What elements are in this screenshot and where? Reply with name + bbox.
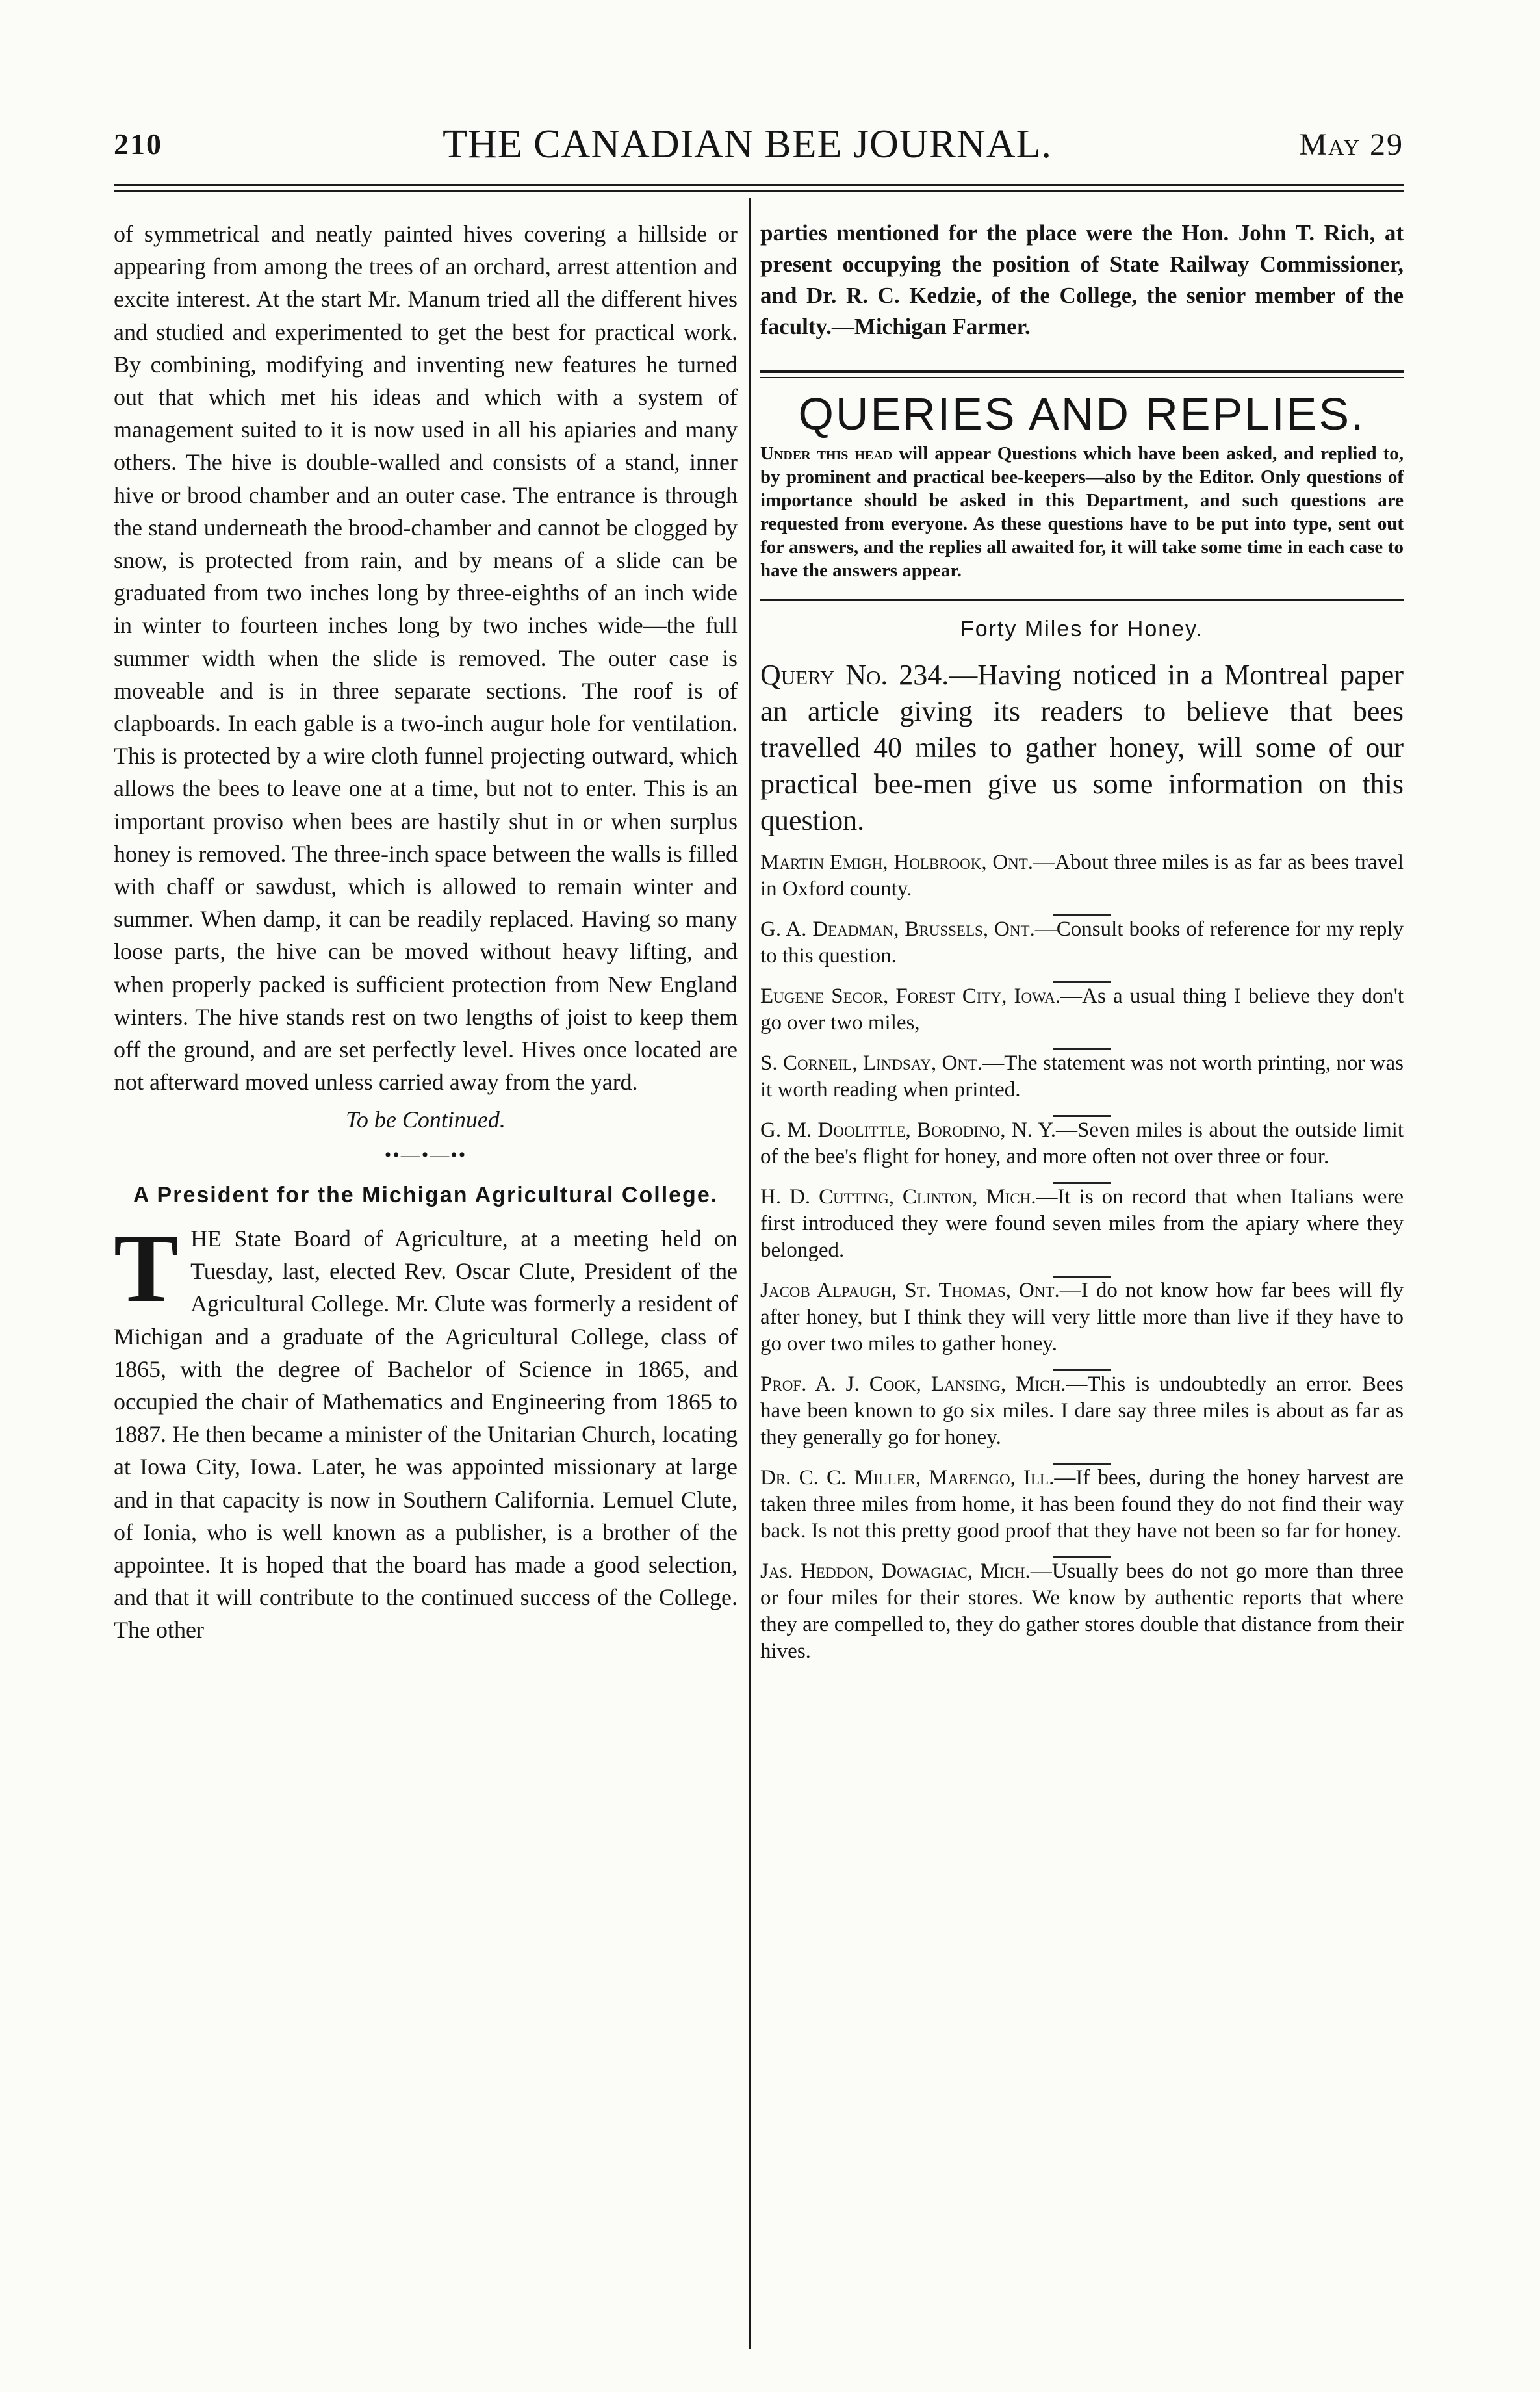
intro-text: will appear Questions which have been asked, and replied to, by prominent and practical bee-keepers—also by the Editor. Only questions of importance should be asked in this Department, and such questions are requested from everyone. As these questions have to be put into type, sent out for answers, and the replies all awaited for, it will take some time in each case to have the answers appear. xyxy=(760,443,1404,582)
right-column xyxy=(760,218,1404,1665)
answer-text: —Seven miles is about the outside limit of the bee's flight for honey, and more often not over three or four. xyxy=(760,1118,1404,1169)
answer-author: Dr. C. C. Miller, Marengo, Ill. xyxy=(760,1466,1055,1490)
query-heading: Forty Miles for Honey. xyxy=(960,617,1203,642)
query-text: —Having noticed in a Montreal paper an article giving its readers to believe that bees travelled 40 miles to gather honey, will some of our practical bee-men give us some information on this question. xyxy=(760,659,1404,837)
answer-author: H. D. Cutting, Clinton, Mich. xyxy=(760,1185,1036,1209)
answer-item xyxy=(760,983,1404,1036)
header-rule xyxy=(114,184,1404,186)
drop-cap: T xyxy=(114,1214,179,1322)
answer-text: —About three miles is as far as bees travel in Oxford county. xyxy=(760,851,1404,901)
answer-text: —As a usual thing I believe they don't go over two miles, xyxy=(760,984,1404,1035)
answer-item xyxy=(760,1117,1404,1170)
answer-text: —I do not know how far bees will fly after honey, but I think they will very little more than live if they have to go over two miles to gather honey. xyxy=(760,1279,1404,1356)
answer-text: —If bees, during the honey harvest are taken three miles from home, it has been found they do not find their way back. Is not this pretty good proof that they have not been so far for honey. xyxy=(760,1466,1404,1543)
answer-item xyxy=(760,1278,1404,1357)
section-rule-mid xyxy=(760,599,1404,601)
query-234 xyxy=(760,657,1404,839)
page-header xyxy=(114,122,1404,179)
answers-list xyxy=(760,849,1404,1665)
answer-author: G. A. Deadman, Brussels, Ont. xyxy=(760,918,1035,942)
answer-author: Jacob Alpaugh, St. Thomas, Ont. xyxy=(760,1279,1060,1303)
hive-article-text: of symmetrical and neatly painted hives covering a hillside or appearing from among the trees of an orchard, arrest attention and excite interest. At the start Mr. Manum tried all the different hives and studied and experimented to get the best for practical work. By combining, modifying and inventing new features he turned out that which met his ideas and which with a system of management suited to it is now used in all his apiaries and many others. The hive is double-walled and consists of a stand, inner hive or brood chamber and an outer case. The entrance is through the stand underneath the brood-chamber and cannot be clogged by snow, is protected from rain, and by means of a slide can be graduated from two inches long by three-eighths of an inch wide in winter to fourteen inches long by two inches wide—the full summer width when the slide is removed. The outer case is moveable and is in three separate sections. The roof is of clapboards. In each gable is a two-inch augur hole for ventilation. This is protected by a wire cloth funnel projecting outward, which allows the bees to leave one at a time, but not to enter. This is an important proviso when bees are hastily shut in or when surplus honey is removed. The three-inch space between the walls is filled with chaff or sawdust, which is allowed to remain winter and summer. When damp, it can be readily replaced. Having so many loose parts, the hive can be moved without heavy lifting, and when properly packed is sufficient protection from New England winters. The hive stands rest on two lengths of joist to keep them off the ground, and are set perfectly level. Hives once located are not afterward moved unless carried away from the yard. xyxy=(114,221,738,1096)
queries-and-replies-title: QUERIES AND REPLIES. xyxy=(798,389,1366,439)
answer-author: Prof. A. J. Cook, Lansing, Mich. xyxy=(760,1372,1066,1396)
answer-author: S. Corneil, Lindsay, Ont. xyxy=(760,1051,983,1075)
journal-title: THE CANADIAN BEE JOURNAL. xyxy=(443,122,1052,166)
answer-item xyxy=(760,916,1404,970)
answer-item xyxy=(760,1184,1404,1264)
answer-text: —It is on record that when Italians were first introduced they were found seven miles from the apiary where they belonged. xyxy=(760,1185,1404,1263)
answer-author: Eugene Secor, Forest City, Iowa. xyxy=(760,984,1061,1009)
answer-item xyxy=(760,1050,1404,1103)
answer-text: —Usually bees do not go more than three or four miles for their stores. We know by authentic reports that where they are compelled to, they do gather stores double that distance from their hives. xyxy=(760,1560,1404,1664)
president-article xyxy=(114,1214,738,1647)
answer-author: Martin Emigh, Holbrook, Ont. xyxy=(760,851,1034,875)
answer-author: G. M. Doolittle, Borodino, N. Y. xyxy=(760,1118,1056,1142)
query-lead: Query No. 234. xyxy=(760,659,949,691)
answer-item xyxy=(760,1558,1404,1665)
answer-item xyxy=(760,1371,1404,1451)
section-rule-top-thin xyxy=(760,377,1404,378)
president-heading: A President for the Michigan Agricultural College. xyxy=(133,1182,719,1207)
answer-item xyxy=(760,849,1404,903)
continued-note: To be Continued. xyxy=(346,1107,506,1133)
page-number: 210 xyxy=(114,127,162,161)
answer-text: —The statement was not worth printing, nor was it worth reading when printed. xyxy=(760,1051,1404,1102)
left-column xyxy=(114,218,738,1647)
president-article-text: HE State Board of Agriculture, at a meeting held on Tuesday, last, elected Rev. Oscar Clute, President of the Agricultural College. Mr. Clute was formerly a resident of Michigan and a graduate of the Agricultural College, class of 1865, with the degree of Bachelor of Science in 1865, and occupied the chair of Mathematics and Engineering from 1865 to 1887. He then became a minister of the Unitarian Church, locating at Iowa City, Iowa. Later, he was appointed missionary at large and in that capacity is now in Southern California. Lemuel Clute, of Ionia, who is well known as a publisher, is a brother of the appointee. It is hoped that the board has made a good selection, and that it will contribute to the continued success of the College. The other xyxy=(114,1225,738,1643)
continuation-text: parties mentioned for the place were the Hon. John T. Rich, at present occupying the position of State Railway Commissioner, and Dr. R. C. Kedzie, of the College, the senior member of the faculty.—Michigan Farmer. xyxy=(760,220,1404,339)
answer-item xyxy=(760,1465,1404,1545)
answer-text: —Consult books of reference for my reply to this question. xyxy=(760,918,1404,968)
answer-text: —This is undoubtedly an error. Bees have been known to go six miles. I dare say three miles is about as far as they generally go for honey. xyxy=(760,1372,1404,1450)
section-rule-top xyxy=(760,370,1404,373)
section-ornament: ••—•—•• xyxy=(384,1144,467,1166)
issue-date: May 29 xyxy=(1299,127,1404,162)
intro-lead: Under this head xyxy=(760,443,893,465)
header-rule-thin xyxy=(114,190,1404,192)
column-divider xyxy=(749,198,751,2349)
queries-intro xyxy=(760,442,1404,582)
answer-author: Jas. Heddon, Dowagiac, Mich. xyxy=(760,1560,1031,1584)
